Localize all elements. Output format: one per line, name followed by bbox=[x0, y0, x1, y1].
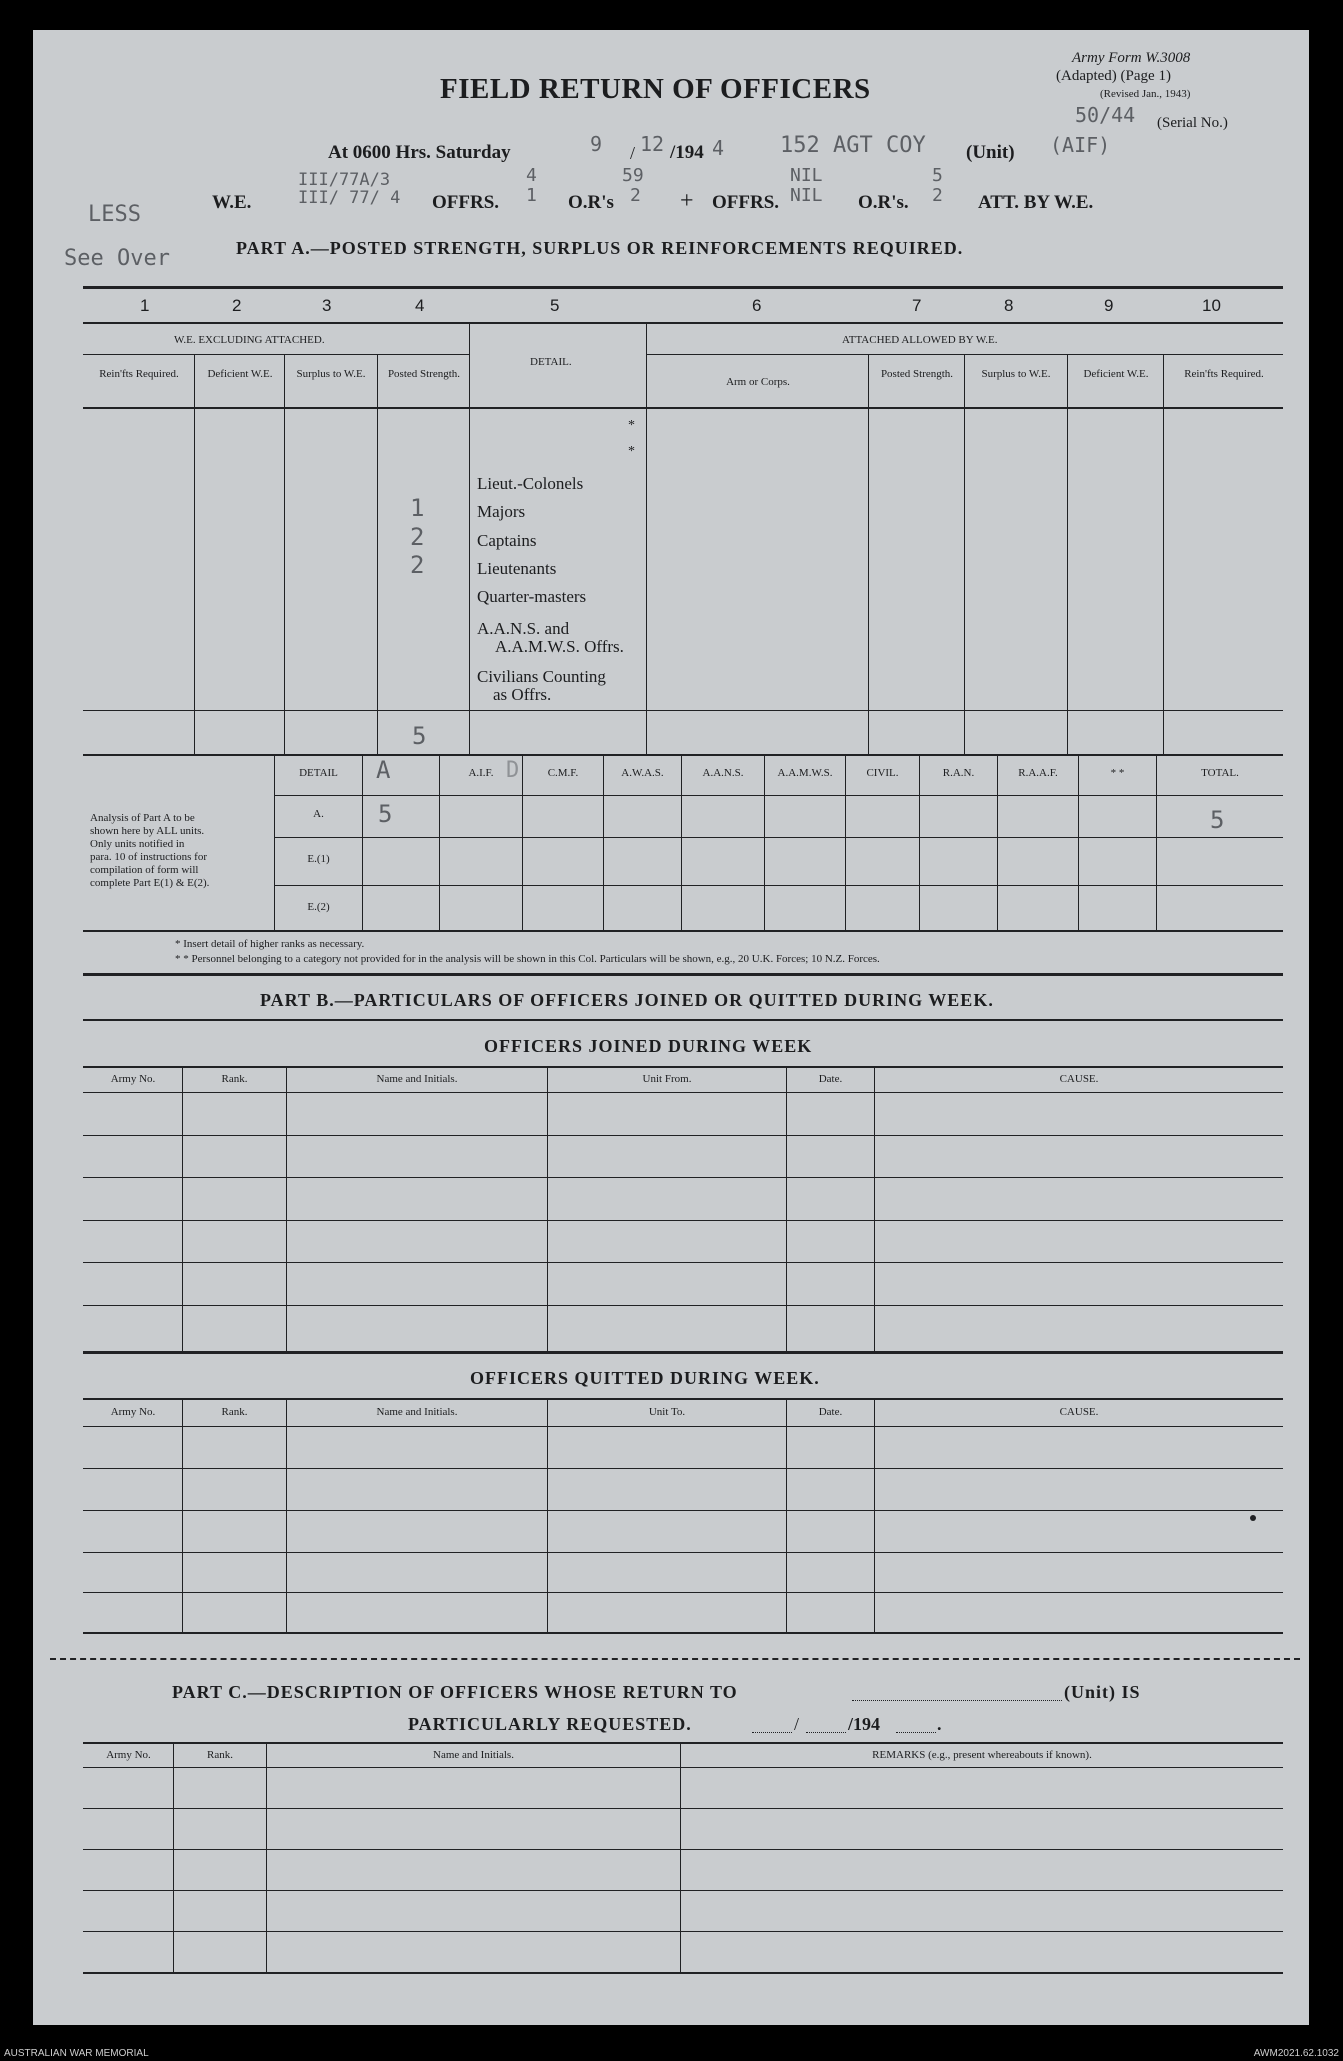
offrs-label: OFFRS. bbox=[432, 192, 500, 213]
army-form-number: Army Form W.3008 bbox=[1072, 50, 1191, 66]
analysis-ran-header: R.A.N. bbox=[942, 767, 975, 779]
rank-aans-line1: A.A.N.S. and bbox=[477, 619, 570, 638]
col-number-7: 7 bbox=[912, 296, 922, 315]
part-c-date-sep: / bbox=[794, 1714, 800, 1734]
rank-lieutenants: Lieutenants bbox=[477, 559, 557, 578]
att-posted-strength-header: Posted Strength. bbox=[880, 368, 954, 380]
we-label: W.E. bbox=[212, 192, 252, 213]
analysis-a-header: A bbox=[376, 756, 391, 784]
part-a-title: PART A.—POSTED STRENGTH, SURPLUS OR REINFORCEMENTS REQUIRED. bbox=[236, 238, 964, 258]
offrs-att-bottom-value: NIL bbox=[790, 185, 823, 206]
quitted-date-header: Date. bbox=[818, 1406, 843, 1418]
joined-rank-header: Rank. bbox=[221, 1073, 248, 1085]
analysis-note-3: Only units notified in bbox=[90, 838, 185, 850]
ors-top-value: 59 bbox=[622, 165, 644, 186]
analysis-aans-header: A.A.N.S. bbox=[702, 767, 744, 779]
quitted-name-header: Name and Initials. bbox=[376, 1406, 458, 1418]
col-number-4: 4 bbox=[415, 296, 425, 315]
detail-header: DETAIL. bbox=[530, 356, 572, 368]
offrs-att-top-value: NIL bbox=[790, 165, 823, 186]
analysis-raaf-header: R.A.A.F. bbox=[1018, 767, 1058, 779]
ors-att-bottom-value: 2 bbox=[932, 185, 943, 206]
analysis-row-a: A. bbox=[313, 808, 324, 820]
part-c-title: PART C.—DESCRIPTION OF OFFICERS WHOSE RETURN TO bbox=[172, 1682, 738, 1702]
less-note: LESS bbox=[88, 202, 141, 227]
posted-majors-value: 1 bbox=[410, 494, 425, 522]
return-day: 9 bbox=[590, 132, 603, 156]
analysis-note-5: compilation of form will bbox=[90, 864, 199, 876]
analysis-civil-header: CIVIL. bbox=[866, 767, 899, 779]
rank-civilians-line1: Civilians Counting bbox=[477, 667, 606, 686]
plus-sign: + bbox=[680, 188, 694, 214]
return-month: 12 bbox=[640, 132, 665, 156]
part-c-unit-label: (Unit) IS bbox=[1064, 1682, 1141, 1702]
part-c-remarks-header: REMARKS (e.g., present whereabouts if known). bbox=[872, 1749, 1092, 1761]
ors-label: O.R's bbox=[568, 192, 614, 213]
attached-allowed-header: ATTACHED ALLOWED BY W.E. bbox=[842, 334, 998, 346]
col-number-3: 3 bbox=[322, 296, 332, 315]
part-c-date-end: . bbox=[937, 1714, 942, 1734]
footer-left: AUSTRALIAN WAR MEMORIAL bbox=[4, 2048, 149, 2059]
quitted-army-no-header: Army No. bbox=[110, 1406, 156, 1418]
ors-att-label: O.R's. bbox=[858, 192, 909, 213]
aif-stamp: (AIF) bbox=[1050, 133, 1111, 157]
analysis-row-e2: E.(2) bbox=[307, 901, 330, 913]
rank-civilians-line2: as Offrs. bbox=[493, 685, 552, 704]
analysis-detail-header: DETAIL bbox=[299, 767, 338, 779]
adapted-note: (Adapted) (Page 1) bbox=[1056, 68, 1171, 84]
analysis-aif-header: A.I.F. bbox=[468, 767, 494, 779]
footnote-other-category: * * Personnel belonging to a category not provided for in the analysis will be shown in this Col. Particulars will be shown, e.g., 20 U.K. Forces; 10 N.Z. Forces. bbox=[175, 953, 880, 965]
posted-lieutenants-value: 2 bbox=[410, 551, 425, 579]
rank-lieut-colonels: Lieut.-Colonels bbox=[477, 474, 584, 493]
joined-unit-from-header: Unit From. bbox=[642, 1073, 692, 1085]
serial-number-value: 50/44 bbox=[1075, 103, 1136, 127]
joined-name-header: Name and Initials. bbox=[376, 1073, 458, 1085]
we-top-value: III/77A/3 bbox=[298, 170, 391, 190]
col-number-2: 2 bbox=[232, 296, 242, 315]
offrs-att-label: OFFRS. bbox=[712, 192, 780, 213]
joined-date-header: Date. bbox=[818, 1073, 843, 1085]
surplus-to-we-header: Surplus to W.E. bbox=[296, 368, 366, 380]
analysis-awas-header: A.W.A.S. bbox=[621, 767, 664, 779]
analysis-note-4: para. 10 of instructions for bbox=[90, 851, 207, 863]
analysis-cmf-header: C.M.F. bbox=[547, 767, 579, 779]
we-excluding-header: W.E. EXCLUDING ATTACHED. bbox=[174, 334, 325, 346]
analysis-a-value: 5 bbox=[378, 800, 393, 828]
analysis-note-1: Analysis of Part A to be bbox=[90, 812, 195, 824]
see-over-note: See Over bbox=[64, 246, 170, 271]
quitted-unit-to-header: Unit To. bbox=[648, 1406, 686, 1418]
return-year-digit: 4 bbox=[712, 136, 725, 160]
col-number-8: 8 bbox=[1004, 296, 1014, 315]
return-time-label: At 0600 Hrs. Saturday bbox=[328, 142, 511, 163]
we-bottom-value: III/ 77/ 4 bbox=[298, 188, 401, 208]
asterisk-1: * bbox=[628, 418, 635, 433]
att-deficient-header: Deficient W.E. bbox=[1083, 368, 1149, 380]
offrs-bottom-value: 1 bbox=[526, 185, 537, 206]
arm-or-corps-header: Arm or Corps. bbox=[726, 376, 790, 388]
posted-captains-value: 2 bbox=[410, 523, 425, 551]
unit-label: (Unit) bbox=[966, 142, 1015, 163]
analysis-total-value: 5 bbox=[1210, 806, 1225, 834]
part-b-title: PART B.—PARTICULARS OF OFFICERS JOINED OR QUITTED DURING WEEK. bbox=[260, 990, 994, 1010]
quitted-rank-header: Rank. bbox=[221, 1406, 248, 1418]
col-number-1: 1 bbox=[140, 296, 150, 315]
analysis-aamws-header: A.A.M.W.S. bbox=[777, 767, 833, 779]
att-by-we-label: ATT. BY W.E. bbox=[978, 192, 1094, 213]
part-c-rank-header: Rank. bbox=[207, 1749, 233, 1761]
serial-label: (Serial No.) bbox=[1157, 115, 1228, 131]
footnote-higher-ranks: * Insert detail of higher ranks as necessary. bbox=[175, 938, 365, 950]
analysis-total-header: TOTAL. bbox=[1201, 767, 1239, 779]
joined-cause-header: CAUSE. bbox=[1059, 1073, 1099, 1085]
ors-bottom-value: 2 bbox=[630, 185, 641, 206]
analysis-note-6: complete Part E(1) & E(2). bbox=[90, 877, 210, 889]
rank-quartermasters: Quarter-masters bbox=[477, 587, 587, 606]
footer-right: AWM2021.62.1032 bbox=[1253, 2048, 1339, 2059]
col-number-6: 6 bbox=[752, 296, 762, 315]
revised-note: (Revised Jan., 1943) bbox=[1100, 88, 1191, 100]
rank-aans-line2: A.A.M.W.S. Offrs. bbox=[495, 637, 624, 656]
part-c-army-no-header: Army No. bbox=[106, 1749, 151, 1761]
posted-strength-header: Posted Strength. bbox=[387, 368, 461, 380]
quitted-title: OFFICERS QUITTED DURING WEEK. bbox=[470, 1368, 820, 1388]
form-title: FIELD RETURN OF OFFICERS bbox=[440, 73, 871, 105]
quitted-cause-header: CAUSE. bbox=[1059, 1406, 1099, 1418]
part-c-requested: PARTICULARLY REQUESTED. bbox=[408, 1714, 692, 1734]
rank-majors: Majors bbox=[477, 502, 526, 521]
part-c-name-header: Name and Initials. bbox=[433, 1749, 514, 1761]
asterisk-2: * bbox=[628, 444, 635, 459]
part-c-date-year: /194 bbox=[848, 1714, 881, 1734]
joined-army-no-header: Army No. bbox=[110, 1073, 156, 1085]
col-number-10: 10 bbox=[1202, 296, 1221, 315]
joined-title: OFFICERS JOINED DURING WEEK bbox=[484, 1036, 813, 1056]
analysis-note-2: shown here by ALL units. bbox=[90, 825, 205, 837]
att-surplus-header: Surplus to W.E. bbox=[981, 368, 1051, 380]
col-number-9: 9 bbox=[1104, 296, 1114, 315]
offrs-top-value: 4 bbox=[526, 165, 537, 186]
analysis-row-e1: E.(1) bbox=[307, 853, 330, 865]
analysis-other-header: * * bbox=[1110, 767, 1125, 779]
deficient-we-header: Deficient W.E. bbox=[207, 368, 273, 380]
ors-att-top-value: 5 bbox=[932, 165, 943, 186]
tear-line bbox=[50, 1658, 1300, 1660]
return-year-label: /194 bbox=[670, 142, 704, 163]
rank-captains: Captains bbox=[477, 531, 537, 550]
att-reinfts-header: Rein'fts Required. bbox=[1184, 368, 1264, 380]
unit-value: 152 AGT COY bbox=[780, 133, 926, 158]
posted-total-value: 5 bbox=[412, 722, 427, 750]
analysis-aif-mark: D bbox=[506, 758, 520, 783]
col-number-5: 5 bbox=[550, 296, 560, 315]
reinfts-required-header: Rein'fts Required. bbox=[99, 368, 179, 380]
